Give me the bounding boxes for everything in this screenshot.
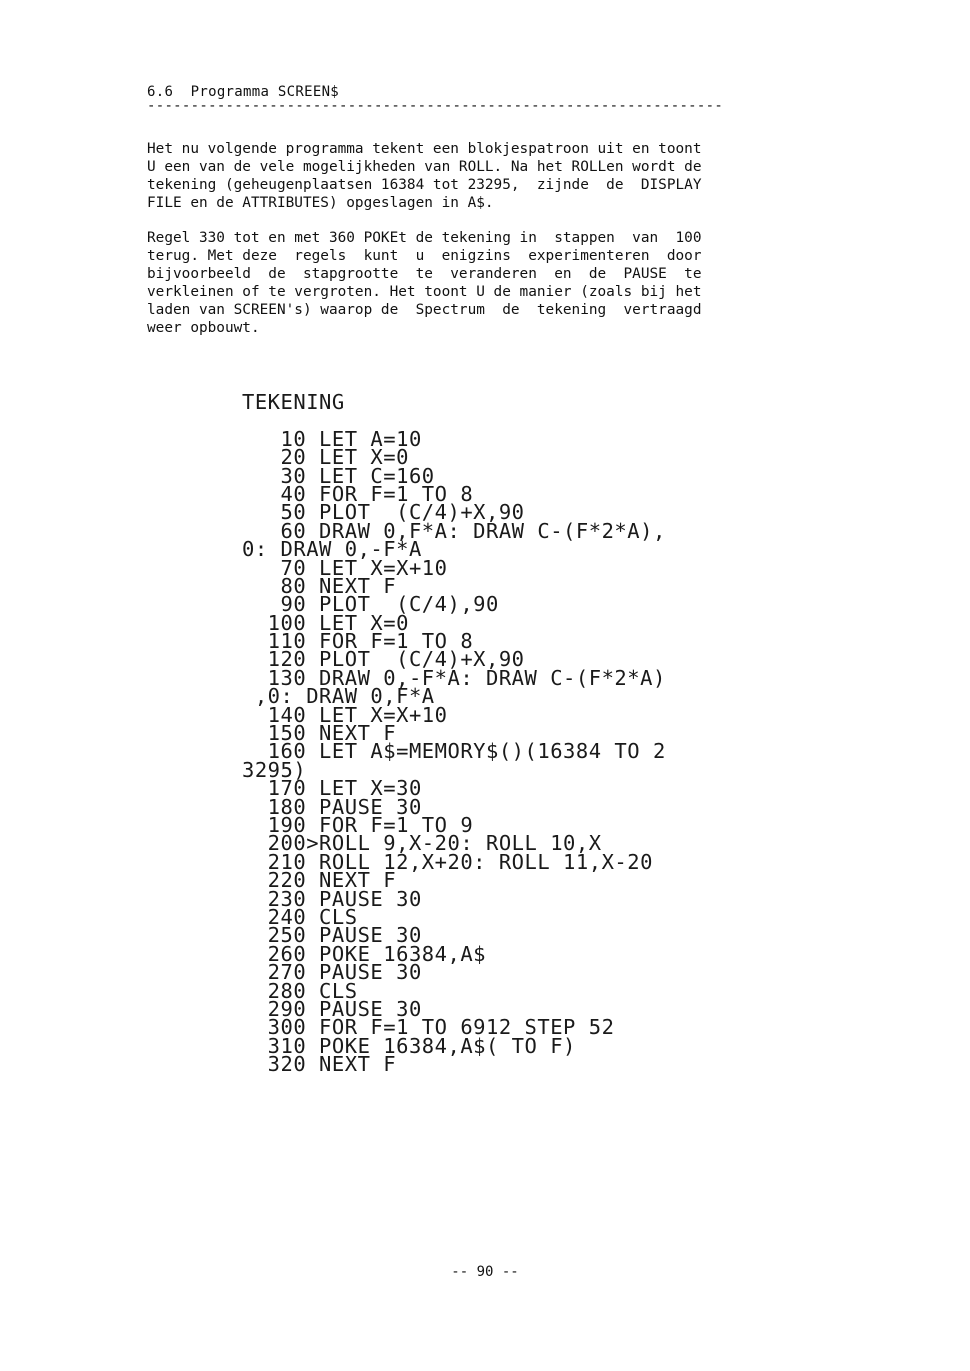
listing-line: 220 NEXT F xyxy=(242,868,397,893)
listing-line: 140 LET X=X+10 xyxy=(242,702,448,727)
listing-lines xyxy=(242,426,666,1077)
listing-line: 240 CLS xyxy=(242,904,358,929)
listing-line: 0: DRAW 0,-F*A xyxy=(242,537,422,562)
program-listing xyxy=(242,390,666,1077)
listing-line: 150 NEXT F xyxy=(242,721,397,746)
paragraph-line: terug. Met deze regels kunt u enigzins experimenteren door xyxy=(147,248,702,264)
intro-paragraph-2 xyxy=(147,229,849,337)
paragraph-line: bijvoorbeeld de stapgrootte te veranderen en de PAUSE te xyxy=(147,266,702,282)
listing-line: 60 DRAW 0,F*A: DRAW C-(F*2*A), xyxy=(242,518,666,543)
listing-line: 230 PAUSE 30 xyxy=(242,886,422,911)
listing-line: 200>ROLL 9,X-20: ROLL 10,X xyxy=(242,831,602,856)
paragraph-line: weer opbouwt. xyxy=(147,320,260,336)
listing-line: 10 LET A=10 xyxy=(242,426,422,451)
listing-line: 310 POKE 16384,A$( TO F) xyxy=(242,1033,576,1058)
listing-line: 50 PLOT (C/4)+X,90 xyxy=(242,500,525,525)
listing-line: 130 DRAW 0,-F*A: DRAW C-(F*2*A) xyxy=(242,665,666,690)
listing-line: 180 PAUSE 30 xyxy=(242,794,422,819)
heading-rule: ------------------------------------------------------------------ xyxy=(147,98,724,114)
paragraph-line: U een van de vele mogelijkheden van ROLL. Na het ROLLen wordt de xyxy=(147,159,702,175)
listing-line: 290 PAUSE 30 xyxy=(242,996,422,1021)
listing-line: 160 LET A$=MEMORY$()(16384 TO 2 xyxy=(242,739,666,764)
listing-line: 250 PAUSE 30 xyxy=(242,923,422,948)
listing-line: 270 PAUSE 30 xyxy=(242,960,422,985)
listing-line: 3295) xyxy=(242,757,307,782)
listing-line: 80 NEXT F xyxy=(242,573,397,598)
listing-title: TEKENING xyxy=(242,390,345,414)
section-heading: 6.6 Programma SCREEN$ xyxy=(147,84,340,100)
intro-paragraph-1 xyxy=(147,140,849,212)
listing-line: 40 FOR F=1 TO 8 xyxy=(242,481,474,506)
listing-line: 170 LET X=30 xyxy=(242,776,422,801)
listing-line: 210 ROLL 12,X+20: ROLL 11,X-20 xyxy=(242,849,653,874)
page-number: -- 90 -- xyxy=(451,1264,519,1280)
paragraph-line: Regel 330 tot en met 360 POKEt de tekening in stappen van 100 xyxy=(147,230,702,246)
listing-line: 30 LET C=160 xyxy=(242,463,435,488)
listing-line: 280 CLS xyxy=(242,978,358,1003)
listing-line: 100 LET X=0 xyxy=(242,610,409,635)
paragraph-line: tekening (geheugenplaatsen 16384 tot 23295, zijnde de DISPLAY xyxy=(147,177,702,193)
paragraph-line: FILE en de ATTRIBUTES) opgeslagen in A$. xyxy=(147,195,494,211)
listing-line: 300 FOR F=1 TO 6912 STEP 52 xyxy=(242,1015,615,1040)
paragraph-line: Het nu volgende programma tekent een blokjespatroon uit en toont xyxy=(147,141,702,157)
listing-line: 20 LET X=0 xyxy=(242,445,409,470)
listing-line: 90 PLOT (C/4),90 xyxy=(242,592,499,617)
listing-line: 110 FOR F=1 TO 8 xyxy=(242,629,474,654)
listing-line: 190 FOR F=1 TO 9 xyxy=(242,812,474,837)
listing-line: 120 PLOT (C/4)+X,90 xyxy=(242,647,525,672)
listing-line: 320 NEXT F xyxy=(242,1052,397,1077)
paragraph-line: verkleinen of te vergroten. Het toont U de manier (zoals bij het xyxy=(147,284,702,300)
listing-line: 260 POKE 16384,A$ xyxy=(242,941,486,966)
listing-line: ,0: DRAW 0,F*A xyxy=(242,684,435,709)
paragraph-line: laden van SCREEN's) waarop de Spectrum de tekening vertraagd xyxy=(147,302,702,318)
listing-line: 70 LET X=X+10 xyxy=(242,555,448,580)
